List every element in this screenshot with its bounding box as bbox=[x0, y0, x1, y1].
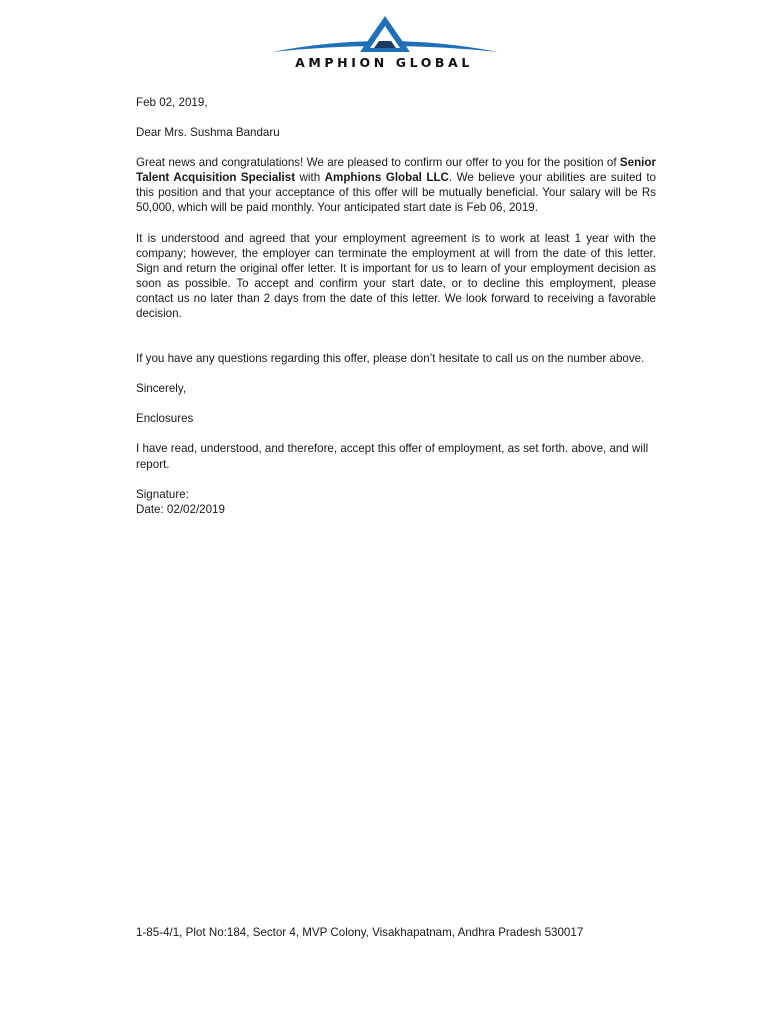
letter-body bbox=[136, 95, 656, 517]
company-name: Amphions Global LLC bbox=[324, 171, 449, 185]
terms-paragraph: It is understood and agreed that your employment agreement is to work at least 1 year with the company; however, the employer can terminate the employment at will from the date of this letter. Sign and return the original offer letter. It is important for us to learn of your employment decision as soon as possible. To accept and confirm your start date, or to decline this employment, please contact us no later than 2 days from the date of this letter. We look forward to receiving a favorable decision. bbox=[136, 231, 656, 321]
questions-paragraph: If you have any questions regarding this offer, please don’t hesitate to call us on the number above. bbox=[136, 352, 645, 366]
letter-date: Feb 02, 2019, bbox=[136, 96, 208, 109]
offer-paragraph bbox=[136, 155, 656, 215]
triangle-logo-icon bbox=[270, 12, 500, 56]
signature-label: Signature: bbox=[136, 487, 189, 501]
acceptance-statement: I have read, understood, and therefore, accept this offer of employment, as set forth. above, and will report. bbox=[136, 442, 649, 471]
offer-text-1: Great news and congratulations! We are pleased to confirm our offer to you for the position of bbox=[136, 156, 620, 170]
signature-block bbox=[136, 487, 656, 517]
footer-address: 1-85-4/1, Plot No:184, Sector 4, MVP Colony, Visakhapatnam, Andhra Pradesh 530017 bbox=[136, 926, 584, 939]
letterhead bbox=[0, 0, 768, 80]
offer-text-3: . We believe your abilities are suited to this position and that your acceptance of this offer will be mutually beneficial. Your salary will be Rs 50,000, which will be paid monthly. Your anticipated start date is Feb 06, 2019. bbox=[136, 171, 656, 215]
enclosures: Enclosures bbox=[136, 412, 194, 426]
closing: Sincerely, bbox=[136, 382, 187, 396]
signature-date: Date: 02/02/2019 bbox=[136, 502, 225, 516]
position-title: Senior Talent Acquisition Specialist bbox=[136, 156, 656, 185]
salutation: Dear Mrs. Sushma Bandaru bbox=[136, 126, 280, 140]
company-logo-text: AMPHION GLOBAL bbox=[295, 55, 473, 70]
offer-text-2: with bbox=[295, 171, 325, 185]
